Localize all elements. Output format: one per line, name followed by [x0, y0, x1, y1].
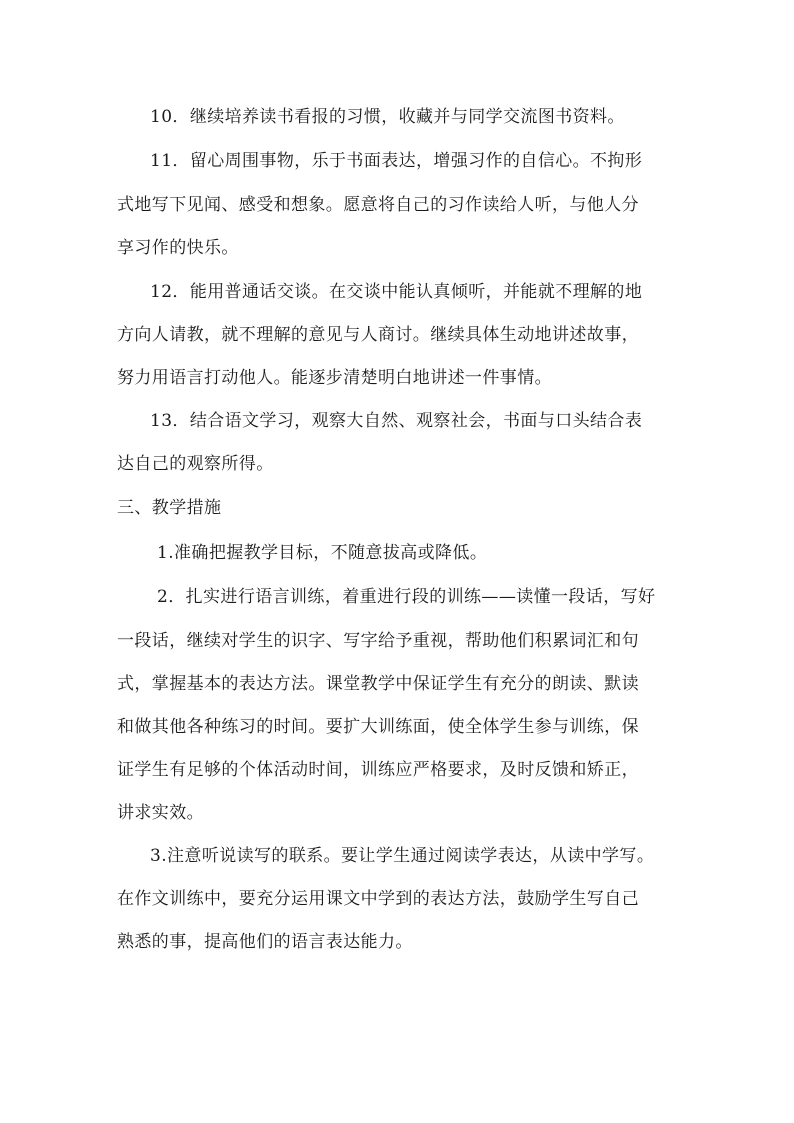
- paragraph-12-line-3: 努力用语言打动他人。能逐步清楚明白地讲述一件事情。: [117, 368, 552, 388]
- measure-1-line-1: 1.准确把握教学目标，不随意拔高或降低。: [157, 543, 488, 563]
- paragraph-12-line-2: 方向人请教，就不理解的意见与人商讨。继续具体生动地讲述故事，: [117, 325, 639, 345]
- paragraph-11-line-3: 享习作的快乐。: [117, 238, 239, 258]
- paragraph-13-line-1: 13．结合语文学习，观察大自然、观察社会，书面与口头结合表: [150, 411, 643, 431]
- section-heading: 三、教学措施: [117, 498, 222, 518]
- paragraph-13-line-2: 达自己的观察所得。: [117, 454, 274, 474]
- measure-2-line-5: 证学生有足够的个体活动时间，训练应严格要求，及时反馈和矫正，: [117, 760, 639, 780]
- measure-2-line-6: 讲求实效。: [117, 803, 204, 823]
- paragraph-11-line-2: 式地写下见闻、感受和想象。愿意将自己的习作读给人听，与他人分: [117, 195, 639, 215]
- paragraph-12-line-1: 12．能用普通话交谈。在交谈中能认真倾听，并能就不理解的地: [150, 282, 643, 302]
- paragraph-10-line-1: 10．继续培养读书看报的习惯，收藏并与同学交流图书资料。: [150, 107, 625, 127]
- measure-2-line-1: 2．扎实进行语言训练，着重进行段的训练——读懂一段话，写好: [157, 587, 656, 607]
- paragraph-11-line-1: 11．留心周围事物，乐于书面表达，增强习作的自信心。不拘形: [150, 151, 643, 171]
- measure-3-line-2: 在作文训练中，要充分运用课文中学到的表达方法，鼓励学生写自己: [117, 889, 639, 909]
- measure-2-line-2: 一段话，继续对学生的识字、写字给予重视，帮助他们积累词汇和句: [117, 631, 639, 651]
- measure-2-line-3: 式，掌握基本的表达方法。课堂教学中保证学生有充分的朗读、默读: [117, 674, 639, 694]
- measure-2-line-4: 和做其他各种练习的时间。要扩大训练面，使全体学生参与训练，保: [117, 717, 639, 737]
- measure-3-line-1: 3.注意听说读写的联系。要让学生通过阅读学表达，从读中学写。: [150, 846, 655, 866]
- measure-3-line-3: 熟悉的事，提高他们的语言表达能力。: [117, 932, 413, 952]
